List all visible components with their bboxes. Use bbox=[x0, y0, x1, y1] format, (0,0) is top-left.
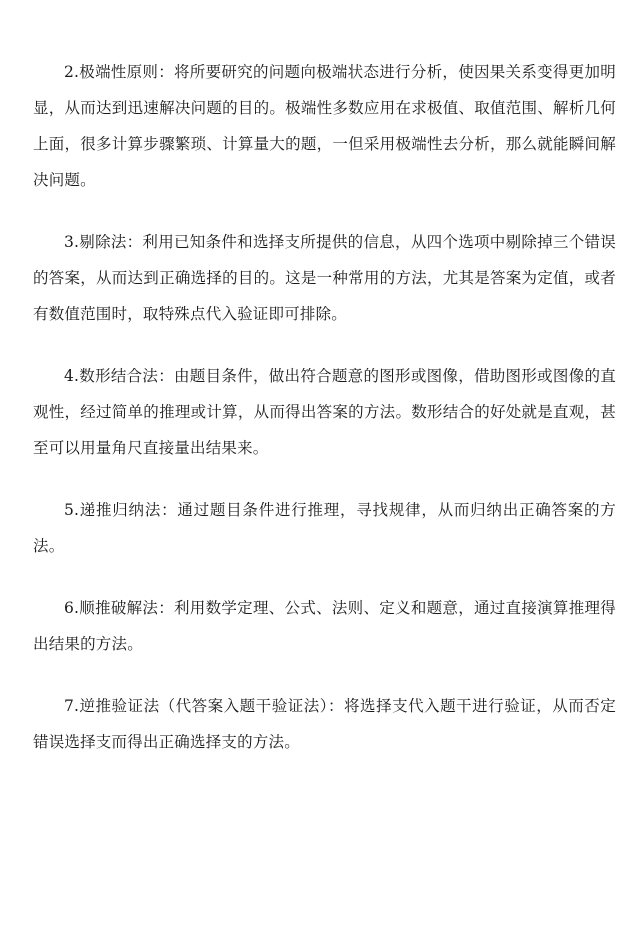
paragraph-forward-reasoning-method: 6.顺推破解法：利用数学定理、公式、法则、定义和题意，通过直接演算推理得出结果的方法。 bbox=[33, 599, 616, 653]
paragraph-backward-verification-method: 7.逆推验证法（代答案入题干验证法）：将选择支代入题干进行验证，从而否定错误选择支而得出正确选择支的方法。 bbox=[33, 697, 616, 751]
paragraph-extreme-principle: 2.极端性原则：将所要研究的问题向极端状态进行分析，使因果关系变得更加明显，从而达到迅速解决问题的目的。极端性多数应用在求极值、取值范围、解析几何上面，很多计算步骤繁琐、计算量大的题，一但采用极端性去分析，那么就能瞬间解决问题。 bbox=[33, 63, 616, 189]
paragraph-recursive-induction-method: 5.递推归纳法：通过题目条件进行推理，寻找规律，从而归纳出正确答案的方法。 bbox=[33, 501, 616, 555]
paragraph-number-shape-method: 4.数形结合法：由题目条件，做出符合题意的图形或图像，借助图形或图像的直观性，经过简单的推理或计算，从而得出答案的方法。数形结合的好处就是直观，甚至可以用量角尺直接量出结果来。 bbox=[33, 367, 616, 457]
paragraph-elimination-method: 3.剔除法：利用已知条件和选择支所提供的信息，从四个选项中剔除掉三个错误的答案，从而达到正确选择的目的。这是一种常用的方法，尤其是答案为定值，或者有数值范围时，取特殊点代入验证即可排除。 bbox=[33, 233, 616, 323]
